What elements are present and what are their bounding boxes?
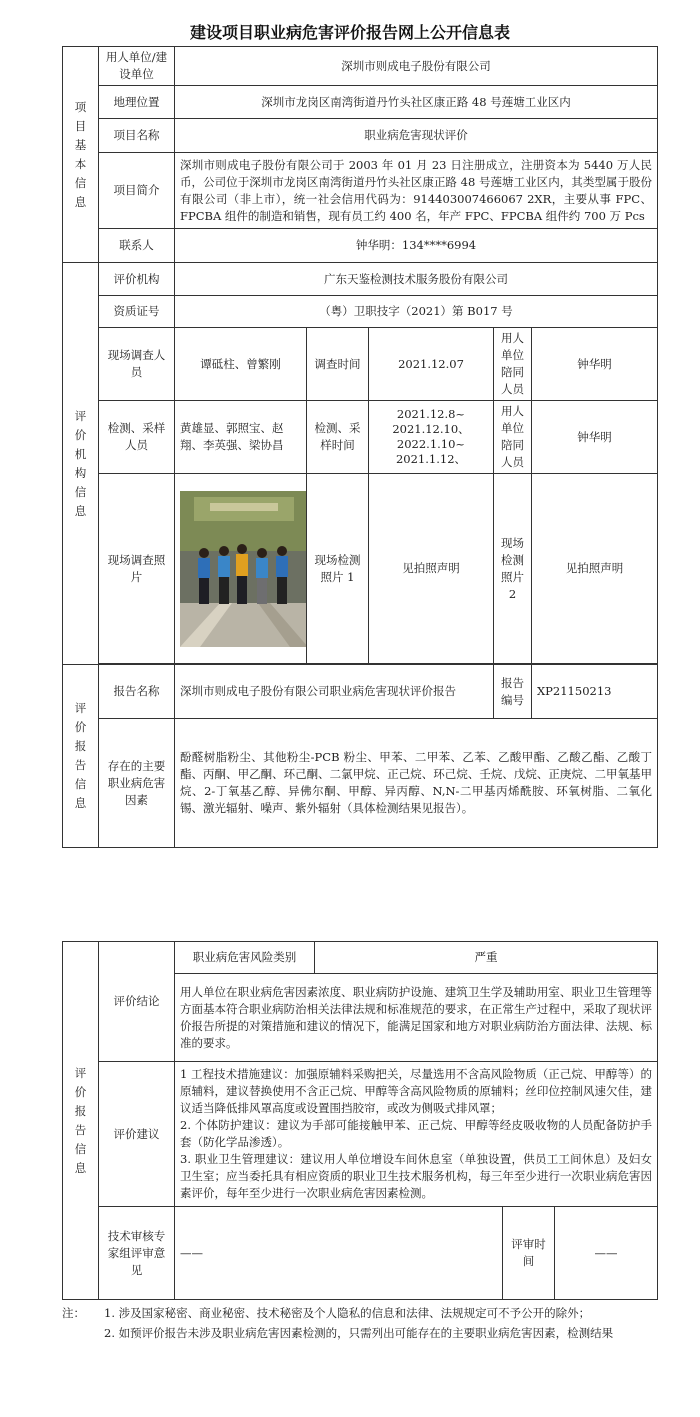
page-title: 建设项目职业病危害评价报告网上公开信息表 [189,23,510,42]
report-no-value: XP21150213 [532,665,658,719]
unit-value: 深圳市则成电子股份有限公司 [175,47,658,86]
sampling-time-line: 2022.1.10~ [396,437,466,451]
survey-time-value: 2021.12.07 [369,328,494,401]
photo-cell [175,474,307,664]
expert-value: —— [175,1207,503,1300]
accompany-label: 用人单位陪同人员 [494,328,532,401]
conclusion-value: 用人单位在职业病危害因素浓度、职业病防护设施、建筑卫生学及辅助用室、职业卫生管理等方面基本符合职业病防治相关法律法规和标准规范的要求，在正常生产过程中，采取了现状评价报告所提的对策措施和建议的情况下，能满足国家和地方对职业病防治方面法律、法规、标准的要求。 [175,974,658,1062]
sampling-time-line: 2021.12.8~ [396,407,466,421]
project-value: 职业病危害现状评价 [175,119,658,153]
footnotes [62,1303,662,1343]
contact-label: 联系人 [99,229,175,263]
accompany2-value: 钟华明 [532,401,658,474]
site-survey-photo [180,491,307,647]
note-item: 1. 涉及国家秘密、商业秘密、技术秘密及个人隐私的信息和法律、法规规定可不予公开的除外； [104,1306,591,1320]
conclusion-label: 评价结论 [99,942,175,1062]
location-value: 深圳市龙岗区南湾街道丹竹头社区康正路 48 号莲塘工业区内 [175,86,658,119]
review-time-label: 评审时间 [503,1207,555,1300]
photo2-value: 见拍照声明 [532,474,658,664]
contact-value: 钟华明：134****6994 [175,229,658,263]
report-no-label: 报告编号 [494,665,532,719]
risk-value: 严重 [315,942,658,974]
hazards-label: 存在的主要职业病危害因素 [99,719,175,848]
photo-image [180,491,307,647]
project-label: 项目名称 [99,119,175,153]
notes-prefix: 注： [62,1306,85,1320]
intro-value: 深圳市则成电子股份有限公司于 2003 年 01 月 23 日注册成立，注册资本为 5440 万人民币，公司位于深圳市龙岗区南湾街道丹竹头社区康正路 48 号莲塘工业区内，其类型属于股份有限公司（非上市），统一社会信用代码为：914403007466067 2XR，主要从事 FPC、FPCBA 组件的制造和销售，现有员工约 400 名，年产 FPC、FPCBA 组件约 700 万 Pcs [175,153,658,229]
sampling-staff-label: 检测、采样人员 [99,401,175,474]
advice-item: 3. 职业卫生管理建议：建议用人单位增设车间休息室（单独设置，供员工工间休息）及妇女卫生室；应当委托具有相应资质的职业卫生技术服务机构，每三年至少进行一次职业病危害因素评价，每年至少进行一次职业病危害因素检测。 [180,1152,653,1200]
org-label: 评价机构 [99,263,175,296]
accompany-value: 钟华明 [532,328,658,401]
note-item: 2. 如预评价报告未涉及职业病危害因素检测的，只需列出可能存在的主要职业病危害因素，检测结果 [104,1326,614,1340]
sampling-time-label: 检测、采样时间 [307,401,369,474]
risk-label: 职业病危害风险类别 [175,942,315,974]
report-name-label: 报告名称 [99,665,175,719]
sampling-time-line: 2021.12.10、 [392,422,470,436]
section-org-heading: 评价机构信息 [63,263,99,665]
info-table-lower [62,941,658,1300]
org-value: 广东天鉴检测技术服务股份有限公司 [175,263,658,296]
sampling-time-line: 2021.1.12、 [395,452,467,466]
section-basic-heading: 项目基本信息 [63,47,99,263]
survey-time-label: 调查时间 [307,328,369,401]
survey-staff-label: 现场调查人员 [99,328,175,401]
advice-item: 2. 个体防护建议：建议为手部可能接触甲苯、正己烷、甲醇等经皮吸收物的人员配备防护手套（防化学品渗透）。 [180,1118,653,1149]
advice-value [175,1062,658,1207]
cert-value: （粤）卫职技字（2021）第 B017 号 [175,296,658,328]
photo2-label: 现场检测照片 2 [494,474,532,664]
location-label: 地理位置 [99,86,175,119]
survey-staff-value: 谭砥柱、曾繁刚 [175,328,307,401]
photo1-label: 现场检测照片 1 [307,474,369,664]
info-table-upper [62,46,658,848]
section-eval-heading: 评价报告信息 [63,942,99,1300]
accompany2-label: 用人单位陪同人员 [494,401,532,474]
sampling-staff-value: 黄雄显、郭照宝、赵翔、李英强、梁协昌 [175,401,307,474]
expert-label: 技术审核专家组评审意见 [99,1207,175,1300]
report-name-value: 深圳市则成电子股份有限公司职业病危害现状评价报告 [175,665,494,719]
unit-label: 用人单位/建设单位 [99,47,175,86]
review-time-value: —— [555,1207,658,1300]
hazards-value: 酚醛树脂粉尘、其他粉尘-PCB 粉尘、甲苯、二甲苯、乙苯、乙酸甲酯、乙酸乙酯、乙酸丁酯、丙酮、甲乙酮、环己酮、二氯甲烷、正己烷、环己烷、壬烷、戊烷、正庚烷、二甲氧基甲烷、2-丁氧基乙醇、异佛尔酮、甲醇、异丙醇、N,N-二甲基丙烯酰胺、环氧树脂、二氧化锡、激光辐射、噪声、紫外辐射（具体检测结果见报告）。 [175,719,658,848]
intro-label: 项目简介 [99,153,175,229]
sampling-time-value [369,401,494,474]
advice-item: 1 工程技术措施建议：加强原辅料采购把关，尽量选用不含高风险物质（正己烷、甲醇等）的原辅料，建议替换使用不含正己烷、甲醇等含高风险物质的原辅料；丝印位控制风速欠佳，建议适当降低排风罩高度或设置围挡胶帘，或改为侧吸式排风罩； [180,1067,653,1115]
section-report-heading: 评价报告信息 [63,665,99,848]
photo-label: 现场调查照片 [99,474,175,664]
advice-label: 评价建议 [99,1062,175,1207]
cert-label: 资质证号 [99,296,175,328]
photo1-value: 见拍照声明 [369,474,494,664]
